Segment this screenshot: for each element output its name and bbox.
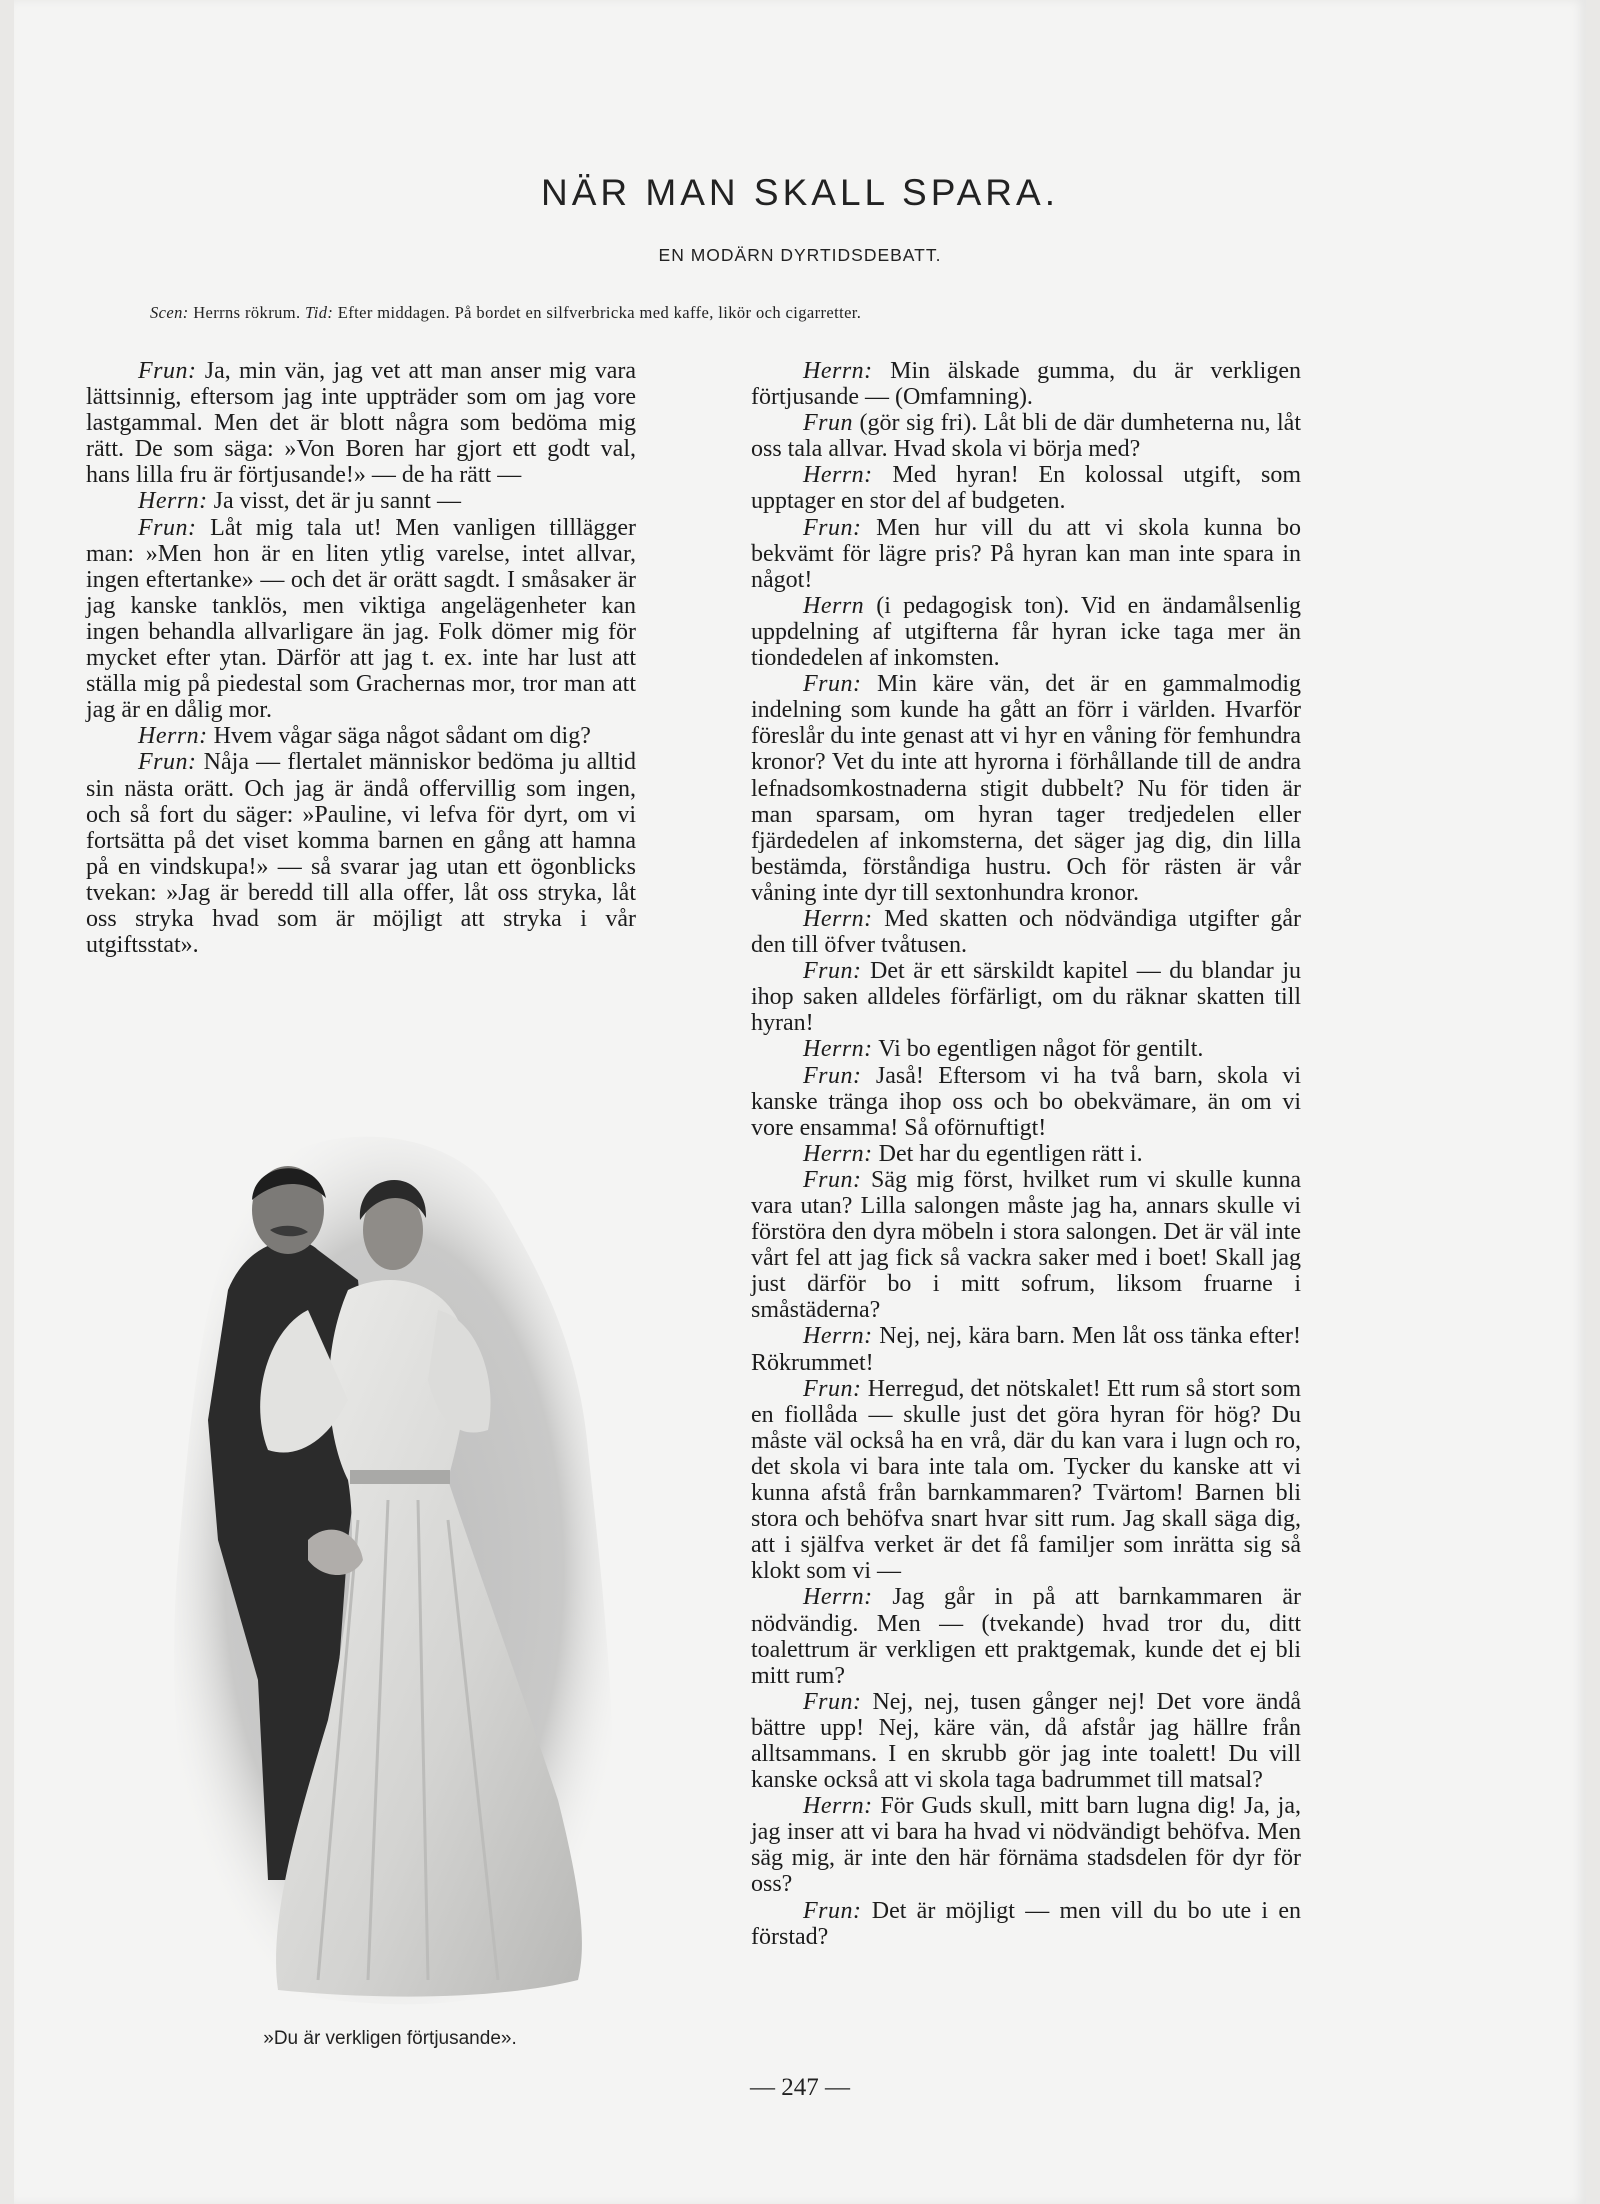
dialogue-text: Låt mig tala ut! Men vanligen tilllägger man: »Men hon är en liten ytlig varelse, intet allvar, ingen eftertanke» — och det är orätt sagdt. I småsaker är jag kanske tanklös, men viktiga angelägenheter kan ingen behandla allvarligare än jag. Folk dömer mig för mycket efter ytan. Därför att jag t. ex. inte har lust att ställa mig på piedestal som Grachernas mor, tror man att jag är en dålig mor. bbox=[86, 514, 636, 724]
dialogue-paragraph bbox=[751, 1063, 1301, 1141]
dialogue-paragraph bbox=[751, 1376, 1301, 1585]
dialogue-text: Med skatten och nödvändiga utgifter går den till öfver tvåtusen. bbox=[751, 905, 1301, 959]
dialogue-paragraph bbox=[751, 1584, 1301, 1688]
scene-line bbox=[150, 303, 1250, 323]
dialogue-paragraph bbox=[751, 593, 1301, 671]
speaker-label: Frun: bbox=[803, 514, 862, 541]
couple-illustration bbox=[158, 1120, 626, 2008]
scene-text: Herrns rökrum. bbox=[193, 303, 301, 322]
dialogue-paragraph bbox=[86, 749, 636, 958]
dialogue-paragraph bbox=[751, 906, 1301, 958]
speaker-label: Herrn: bbox=[803, 1584, 873, 1611]
speaker-label: Frun: bbox=[138, 749, 197, 776]
speaker-label: Herrn: bbox=[803, 1323, 873, 1350]
speaker-label: Herrn: bbox=[803, 905, 873, 932]
article-title: NÄR MAN SKALL SPARA. bbox=[541, 172, 1059, 213]
speaker-label: Herrn: bbox=[138, 488, 208, 515]
dialogue-text: Ja, min vän, jag vet att man anser mig vara lättsinnig, eftersom jag inte uppträder som om jag vore lastgammal. Men det är blott några som bedöma mig rätt. De som säga: »Von Boren har gjort ett godt val, hans lilla fru är förtjusande!» — de ha rätt — bbox=[86, 358, 636, 489]
speaker-label: Frun: bbox=[138, 358, 197, 384]
dialogue-paragraph bbox=[751, 1036, 1301, 1062]
dialogue-text: Nej, nej, tusen gånger nej! Det vore ändå bättre upp! Nej, käre vän, då afstår jag hällre från alltsammans. I en skrubb gör jag inte toalett! Du vill kanske också att vi skola taga badrummet till matsal? bbox=[751, 1688, 1301, 1794]
time-label: Tid: bbox=[305, 303, 334, 322]
dialogue-paragraph bbox=[86, 515, 636, 724]
speaker-label: Herrn: bbox=[803, 1036, 873, 1063]
speaker-label: Herrn: bbox=[803, 1140, 873, 1167]
dialogue-text: Min älskade gumma, du är verkligen förtjusande — (Omfamning). bbox=[751, 358, 1301, 411]
speaker-label: Frun: bbox=[803, 1166, 862, 1193]
speaker-label: Frun bbox=[803, 410, 853, 437]
time-text: Efter middagen. På bordet en silfverbricka med kaffe, likör och cigarretter. bbox=[337, 303, 862, 322]
dialogue-paragraph bbox=[751, 410, 1301, 462]
dialogue-text: (i pedagogisk ton). Vid en ändamålsenlig uppdelning af utgifterna får hyran icke taga mer än tiondedelen af inkomsten. bbox=[751, 592, 1301, 672]
dialogue-text: Nåja — flertalet människor bedöma ju alltid sin nästa orätt. Och jag är ändå offervillig som ingen, och så fort du säger: »Pauline, vi lefva för dyrt, om vi fortsätta på det viset komma barnen en gång att hamna på en vindskupa!» — så svarar jag utan ett ögonblicks tvekan: »Jag är beredd till alla offer, låt oss stryka, låt oss stryka hvad som är möjligt att stryka i vår utgiftsstat». bbox=[86, 749, 636, 959]
dialogue-paragraph bbox=[751, 1167, 1301, 1324]
speaker-label: Frun: bbox=[803, 1062, 862, 1089]
dialogue-text: Det är möjligt — men vill du bo ute i en förstad? bbox=[751, 1897, 1301, 1950]
dialogue-paragraph bbox=[86, 723, 636, 749]
left-column bbox=[86, 358, 636, 958]
dialogue-text: Det är ett särskildt kapitel — du blandar ju ihop saken alldeles förfärligt, om du räknar skatten till hyran! bbox=[751, 958, 1301, 1037]
dialogue-text: Men hur vill du att vi skola kunna bo bekvämt för lägre pris? På hyran kan man inte spara in något! bbox=[751, 514, 1301, 593]
speaker-label: Herrn: bbox=[803, 358, 873, 384]
speaker-label: Frun: bbox=[138, 514, 197, 541]
dialogue-paragraph bbox=[751, 515, 1301, 593]
dialogue-text: (gör sig fri). Låt bli de där dumheterna nu, låt oss tala allvar. Hvad skola vi börja med? bbox=[751, 410, 1301, 463]
dialogue-text: Jag går in på att barnkammaren är nödvändig. Men — (tvekande) hvad tror du, ditt toalettrum är verkligen ett praktgemak, kunde det ej bli mitt rum? bbox=[751, 1584, 1301, 1689]
dialogue-text: Med hyran! En kolossal utgift, som upptager en stor del af budgeten. bbox=[751, 462, 1301, 515]
speaker-label: Herrn: bbox=[803, 462, 873, 489]
dialogue-text: Nej, nej, kära barn. Men låt oss tänka efter! Rökrummet! bbox=[751, 1323, 1301, 1376]
dialogue-paragraph bbox=[751, 671, 1301, 906]
dialogue-paragraph bbox=[751, 1141, 1301, 1167]
dialogue-text: Hvem vågar säga något sådant om dig? bbox=[207, 723, 591, 750]
dialogue-text: Herregud, det nötskalet! Ett rum så stort som en fiollåda — skulle just det göra hyran för hög? Du måste väl också ha en vrå, där du kan vara i lugn och ro, det skola vi bara inte tala om. Tycker du kanske att vi kunna afstå från barnkammaren? Tvärtom! Barnen bli stora och behöfva snart hvar sitt rum. Jag skall säga dig, att i själfva verket är det få familjer som inrätta sig så klokt som vi — bbox=[751, 1375, 1301, 1585]
dialogue-paragraph bbox=[751, 1793, 1301, 1897]
dialogue-paragraph bbox=[751, 358, 1301, 410]
dialogue-paragraph bbox=[751, 958, 1301, 1036]
speaker-label: Frun: bbox=[803, 671, 862, 698]
dialogue-text: Jaså! Eftersom vi ha två barn, skola vi kanske tränga ihop oss och bo obekvämare, än om vi vore ensamma! Så oförnuftigt! bbox=[751, 1062, 1301, 1141]
speaker-label: Frun: bbox=[803, 1688, 862, 1715]
dialogue-paragraph bbox=[86, 488, 636, 514]
speaker-label: Frun: bbox=[803, 958, 862, 985]
woman-waist bbox=[350, 1470, 450, 1484]
right-column bbox=[751, 358, 1301, 1950]
dialogue-text: Det har du egentligen rätt i. bbox=[872, 1140, 1143, 1167]
dialogue-paragraph bbox=[751, 1898, 1301, 1950]
page-number: — 247 — bbox=[750, 2074, 850, 2101]
speaker-label: Frun: bbox=[803, 1375, 862, 1402]
speaker-label: Frun: bbox=[803, 1897, 862, 1924]
dialogue-paragraph bbox=[751, 462, 1301, 514]
dialogue-text: Min käre vän, det är en gammalmodig indelning som kunde ha gått an förr i världen. Hvarför föreslår du inte genast att vi hyr en våning för femhundra kronor? Vet du inte att hyrorna i förhållande till de andra lefnadsomkostnaderna stigit dubbelt? Nu för tiden är man sparsam, om hyran tager tredjedelen eller fjärdedelen af inkomsterna, det säger jag dig, din lilla bestämda, förståndiga hustru. Och för rästen är vår våning inte dyr till sextonhundra kronor. bbox=[751, 671, 1301, 906]
dialogue-paragraph bbox=[751, 1689, 1301, 1793]
dialogue-text: För Guds skull, mitt barn lugna dig! Ja, ja, jag inser att vi bara ha hvad vi nödvändigt behöfva. Men säg mig, är inte den här förnäma stadsdelen för dyr för oss? bbox=[751, 1793, 1301, 1898]
dialogue-text: Säg mig först, hvilket rum vi skulle kunna vara utan? Lilla salongen måste jag ha, annars skulle vi förstöra den dyra möbeln i stora salongen. Det är väl inte vårt fel att jag fick så vackra saker med i boet! Skall jag just därför bo i mitt sofrum, liksom fruarne i småstäderna? bbox=[751, 1166, 1301, 1324]
dialogue-text: Vi bo egentligen något för gentilt. bbox=[872, 1036, 1204, 1063]
dialogue-paragraph bbox=[751, 1323, 1301, 1375]
article-subtitle: EN MODÄRN DYRTIDSDEBATT. bbox=[658, 245, 942, 265]
speaker-label: Herrn: bbox=[138, 723, 208, 750]
dialogue-text: Ja visst, det är ju sannt — bbox=[207, 488, 461, 515]
speaker-label: Herrn: bbox=[803, 1793, 873, 1820]
illustration-caption: »Du är verkligen förtjusande». bbox=[263, 2028, 517, 2049]
scene-label: Scen: bbox=[150, 303, 189, 322]
dialogue-paragraph bbox=[86, 358, 636, 488]
speaker-label: Herrn bbox=[803, 592, 865, 619]
